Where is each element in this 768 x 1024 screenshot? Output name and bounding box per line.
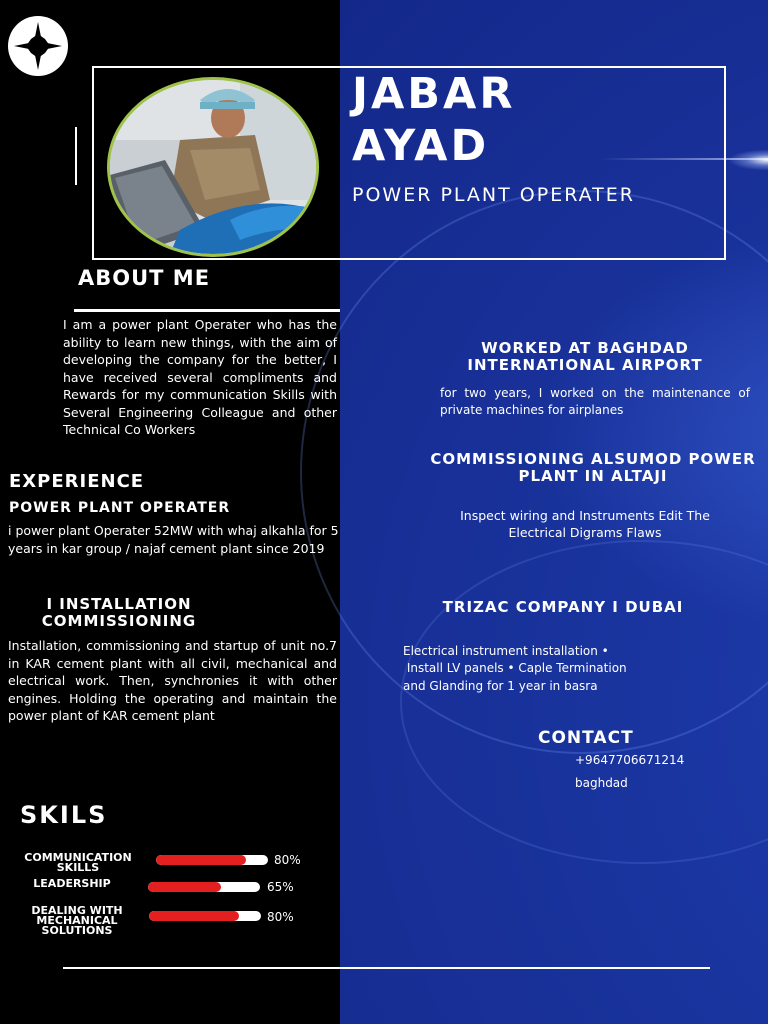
skill-percent-mechanical: 80% xyxy=(267,910,294,924)
skill-bar-fill xyxy=(156,855,246,865)
about-underline xyxy=(74,309,340,312)
job3-line1: Electrical instrument installation • xyxy=(403,644,609,658)
job-title: POWER PLANT OPERATER xyxy=(352,184,635,206)
job3-title: TRIZAC COMPANY I DUBAI xyxy=(442,598,684,616)
contact-phone: +9647706671214 xyxy=(575,753,685,767)
job2-title: COMMISSIONING ALSUMOD POWER PLANT IN ALTAJI xyxy=(430,450,756,485)
skill-bar-leadership xyxy=(148,882,260,892)
skills-title: SKILS xyxy=(20,801,108,829)
first-name: JABAR xyxy=(352,69,516,119)
experience-subtitle: POWER PLANT OPERATER xyxy=(9,500,231,516)
skill-label-communication: COMMUNICATION SKILLS xyxy=(24,851,132,874)
skill-percent-communication: 80% xyxy=(274,853,301,867)
bottom-divider xyxy=(63,967,710,969)
skill-bar-communication xyxy=(156,855,268,865)
contact-city: baghdad xyxy=(575,776,628,790)
contact-title: CONTACT xyxy=(538,728,634,748)
last-name: AYAD xyxy=(352,121,490,171)
vertical-divider xyxy=(75,127,77,185)
installation-title: I INSTALLATION COMMISSIONING xyxy=(41,595,197,630)
job1-text: for two years, I worked on the maintenance of private machines for airplanes xyxy=(440,386,750,417)
skill-label-mechanical: DEALING WITH MECHANICAL SOLUTIONS xyxy=(31,904,123,937)
experience-text: i power plant Operater 52MW with whaj alkahla for 5 years in kar group / najaf cement plant since 2019 xyxy=(8,523,339,556)
skill-bar-fill xyxy=(149,911,239,921)
job1-title: WORKED AT BAGHDAD INTERNATIONAL AIRPORT xyxy=(467,339,703,374)
profile-photo xyxy=(107,77,319,257)
skill-label-leadership: LEADERSHIP xyxy=(33,877,111,890)
job2-text: Inspect wiring and Instruments Edit The Electrical Digrams Flaws xyxy=(460,508,710,540)
about-text: I am a power plant Operater who has the ability to learn new things, with the aim of developing the company for the better, I have received several compliments and Rewards for my communication Skills with Several Engineering Colleague and other Technical Co Workers xyxy=(63,317,337,437)
installation-text: Installation, commissioning and startup of unit no.7 in KAR cement plant with all civil, mechanical and electrical work. Then, synchronies it with other engines. Holding the operating and maintain the power plant of KAR cement plant xyxy=(8,638,337,723)
job3-line2: Install LV panels • Caple Termination xyxy=(403,661,627,675)
job3-line3: and Glanding for 1 year in basra xyxy=(403,679,598,693)
skill-bar-fill xyxy=(148,882,221,892)
skill-percent-leadership: 65% xyxy=(267,880,294,894)
skill-bar-mechanical xyxy=(149,911,261,921)
experience-title: EXPERIENCE xyxy=(9,471,145,492)
star-logo-icon xyxy=(8,16,68,76)
about-title: ABOUT ME xyxy=(78,266,211,290)
light-flare xyxy=(730,150,768,170)
